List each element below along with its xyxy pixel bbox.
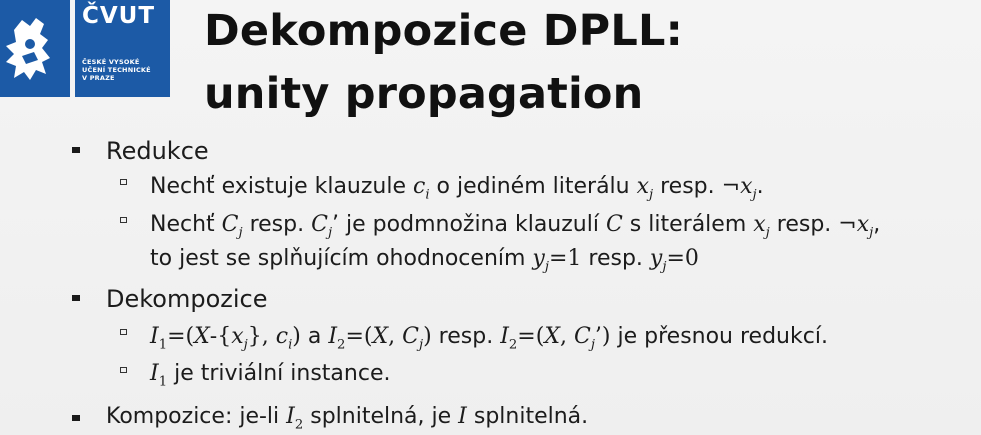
bullet-hollow	[120, 179, 127, 185]
title-line-1: Dekompozice DPLL:	[204, 6, 683, 56]
title-line-2: unity propagation	[204, 69, 644, 119]
bullet-hollow	[120, 329, 127, 335]
item-redukce-2: Nechť $C_j$ resp. $C_j$’ je podmnožina klauzulí C s literálem $x_j$ resp. $\neg x_j$,	[150, 212, 881, 241]
item-redukce: Redukce	[106, 137, 209, 165]
logo-line: V PRAZE	[82, 74, 115, 82]
bullet-square	[72, 147, 80, 153]
bullet-hollow	[120, 367, 127, 373]
bullet-square	[72, 295, 80, 301]
bullet-square	[72, 415, 80, 421]
item-dekompozice-2: $I_1$ je triviální instance.	[150, 361, 391, 390]
item-redukce-1: Nechť existuje klauzule $c_i$ o jediném literálu $x_j$ resp. $\neg x_j$.	[150, 174, 764, 203]
bullet-hollow	[120, 217, 127, 223]
logo-line: ČESKÉ VYSOKÉ	[82, 58, 140, 66]
item-redukce-2-cont: to jest se splňujícím ohodnocením $y_j=1$ resp. $y_j=0$	[150, 246, 699, 275]
item-dekompozice-1: $I_1=(X-\{x_j\}$, $c_i$) a $I_2=(X$, $C_j$) resp. $I_2=(X$, $C_j$’) je přesnou redukcí.	[150, 324, 828, 353]
item-dekompozice: Dekompozice	[106, 285, 268, 313]
logo-brand: ČVUT	[82, 3, 156, 29]
item-kompozice: Kompozice: je-li $I_2$ splnitelná, je I splnitelná.	[106, 404, 589, 433]
logo-line: UČENÍ TECHNICKÉ	[82, 66, 151, 74]
